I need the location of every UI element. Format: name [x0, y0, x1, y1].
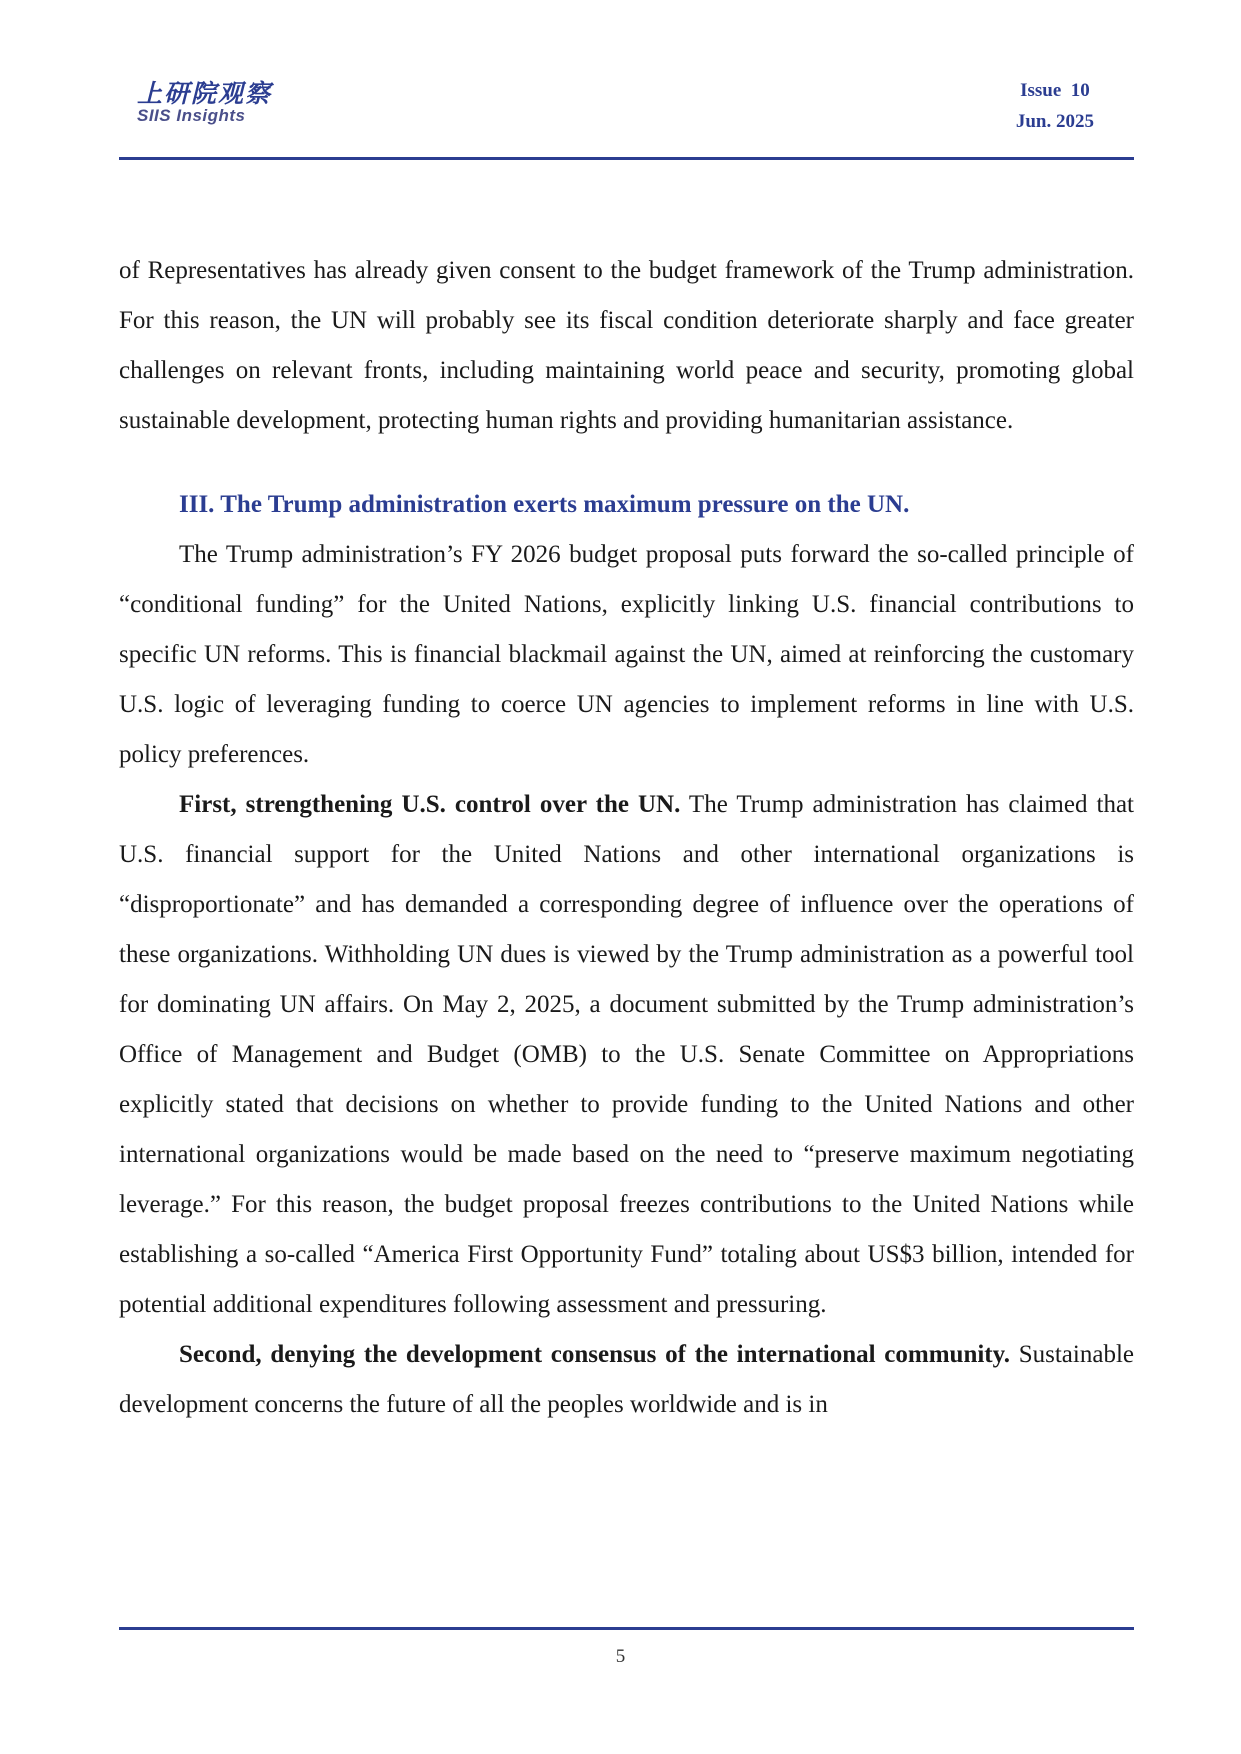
issue-number: Issue 10 [1020, 80, 1090, 101]
siis-logo-english: SIIS Insights [137, 106, 246, 125]
first-point-lead: First, strengthening U.S. control over the UN. [179, 791, 681, 818]
paragraph-second-point [119, 1330, 1134, 1430]
paragraph-conditional-funding: The Trump administration’s FY 2026 budget proposal puts forward the so-called principle of “conditional funding” for the United Nations, explicitly linking U.S. financial contributions to specific UN reforms. This is financial blackmail against the UN, aimed at reinforcing the customary U.S. logic of leveraging funding to coerce UN agencies to implement reforms in line with U.S. policy preferences. [119, 541, 1134, 768]
article-body [119, 246, 1134, 1430]
paragraph-first-point [119, 780, 1134, 1330]
footer-divider [119, 1627, 1134, 1630]
first-point-text: The Trump administration has claimed that U.S. financial support for the United Nations and other international organizations is “disproportionate” and has demanded a corresponding degree of influence over the operations of these organizations. Withholding UN dues is viewed by the Trump administration as a powerful tool for dominating UN affairs. On May 2, 2025, a document submitted by the Trump administration’s Office of Management and Budget (OMB) to the U.S. Senate Committee on Appropriations explicitly stated that decisions on whether to provide funding to the United Nations and other international organizations would be made based on the need to “preserve maximum negotiating leverage.” For this reason, the budget proposal freezes contributions to the United Nations while establishing a so-called “America First Opportunity Fund” totaling about US$3 billion, intended for potential additional expenditures following assessment and pressuring. [119, 791, 1134, 1318]
page-number: 5 [615, 1646, 626, 1667]
second-point-text: Sustainable development concerns the future of all the peoples worldwide and is in [119, 1341, 1134, 1418]
siis-logo-chinese: 上研院观察 [137, 79, 273, 108]
section-heading: III. The Trump administration exerts maximum pressure on the UN. [179, 491, 910, 518]
paragraph-continued: of Representatives has already given consent to the budget framework of the Trump administration. For this reason, the UN will probably see its fiscal condition deteriorate sharply and face greater challenges on relevant fronts, including maintaining world peace and security, promoting global sustainable development, protecting human rights and providing humanitarian assistance. [119, 257, 1134, 434]
second-point-lead: Second, denying the development consensus of the international community. [179, 1341, 1010, 1368]
issue-date: Jun. 2025 [1015, 111, 1094, 132]
header-divider [119, 157, 1134, 160]
page-header [119, 70, 1134, 160]
issue-info [1016, 75, 1094, 137]
